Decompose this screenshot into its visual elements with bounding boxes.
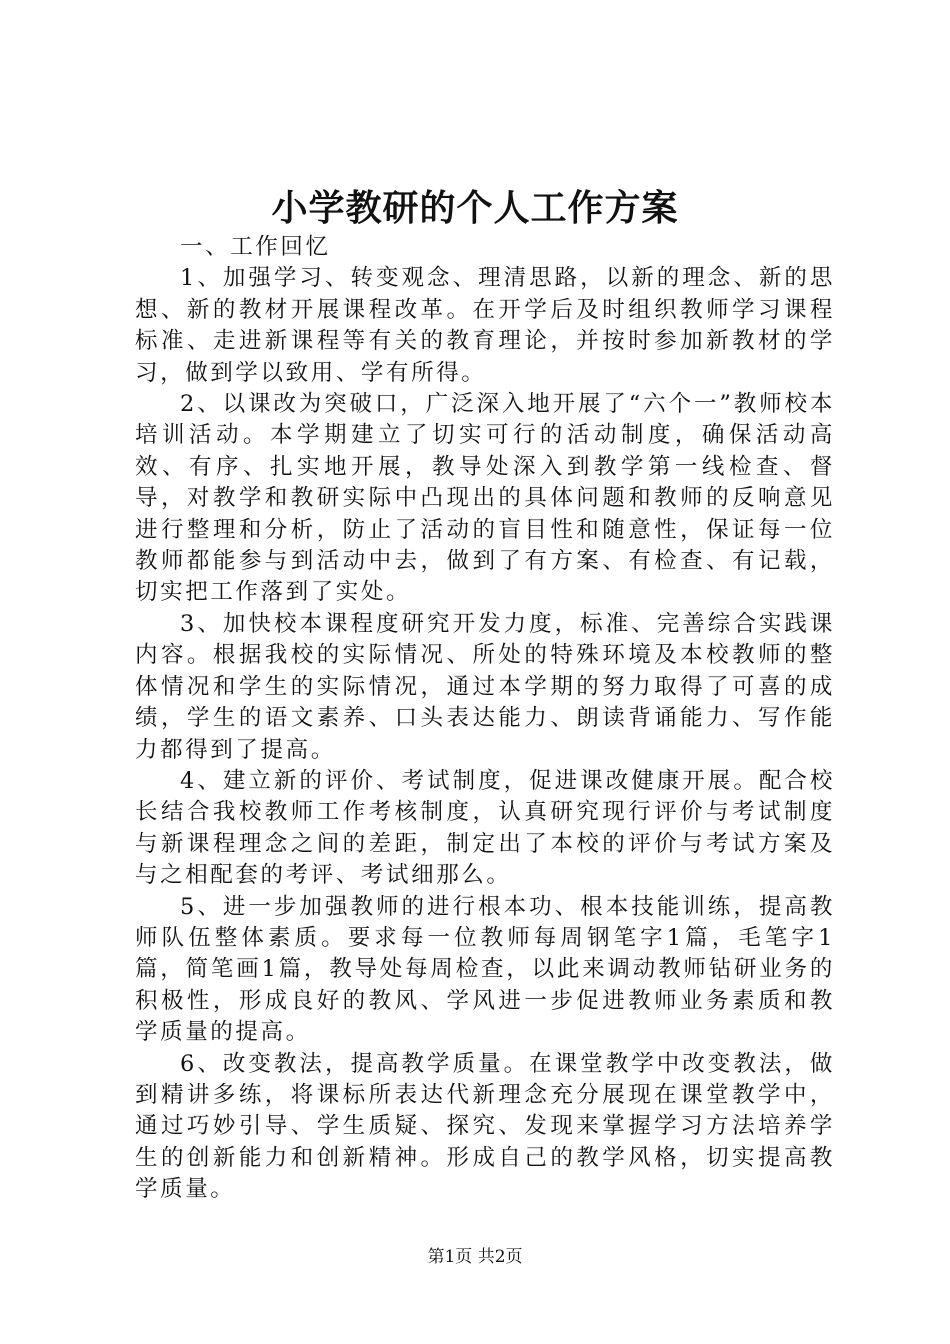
document-body <box>135 232 835 1206</box>
section-heading: 一、工作回忆 <box>180 234 331 260</box>
page-footer: 第1页 共2页 <box>427 1247 523 1267</box>
paragraph-item-1: 1、加强学习、转变观念、理清思路，以新的理念、新的思想、新的教材开展课程改革。在开学后及时组织教师学习课程标准、走进新课程等有关的教育理论，并按时参加新教材的学习，做到学以致用、学有所得。 <box>135 265 835 386</box>
paragraph-item-3: 3、加快校本课程度研究开发力度，标准、完善综合实践课内容。根据我校的实际情况、所处的特殊环境及本校教师的整体情况和学生的实际情况，通过本学期的努力取得了可喜的成绩，学生的语文素养、口头表达能力、朗读背诵能力、写作能力都得到了提高。 <box>135 610 835 763</box>
paragraph-item-6: 6、改变教法，提高教学质量。在课堂教学中改变教法，做到精讲多练，将课标所表达代新理念充分展现在课堂教学中，通过巧妙引导、学生质疑、探究、发现来掌握学习方法培养学生的创新能力和创新精神。形成自己的教学风格，切实提高教学质量。 <box>135 1050 835 1203</box>
document-title: 小学教研的个人工作方案 <box>271 187 679 229</box>
paragraph-item-4: 4、建立新的评价、考试制度，促进课改健康开展。配合校长结合我校教师工作考核制度，认真研究现行评价与考试制度与新课程理念之间的差距，制定出了本校的评价与考试方案及与之相配套的考评、考试细那么。 <box>135 767 835 889</box>
paragraph-item-5: 5、进一步加强教师的进行根本功、根本技能训练，提高教师队伍整体素质。要求每一位教师每周钢笔字1篇，毛笔字1篇，简笔画1篇，教导处每周检查，以此来调动教师钻研业务的积极性，形成良好的教风、学风进一步促进教师业务素质和教学质量的提高。 <box>135 893 835 1046</box>
paragraph-item-2: 2、以课改为突破口，广泛深入地开展了“六个一”教师校本培训活动。本学期建立了切实可行的活动制度，确保活动高效、有序、扎实地开展，教导处深入到教学第一线检查、督导，对教学和教研实际中凸现出的具体问题和教师的反响意见进行整理和分析，防止了活动的盲目性和随意性，保证每一位教师都能参与到活动中去，做到了有方案、有检查、有记载，切实把工作落到了实处。 <box>135 391 835 606</box>
